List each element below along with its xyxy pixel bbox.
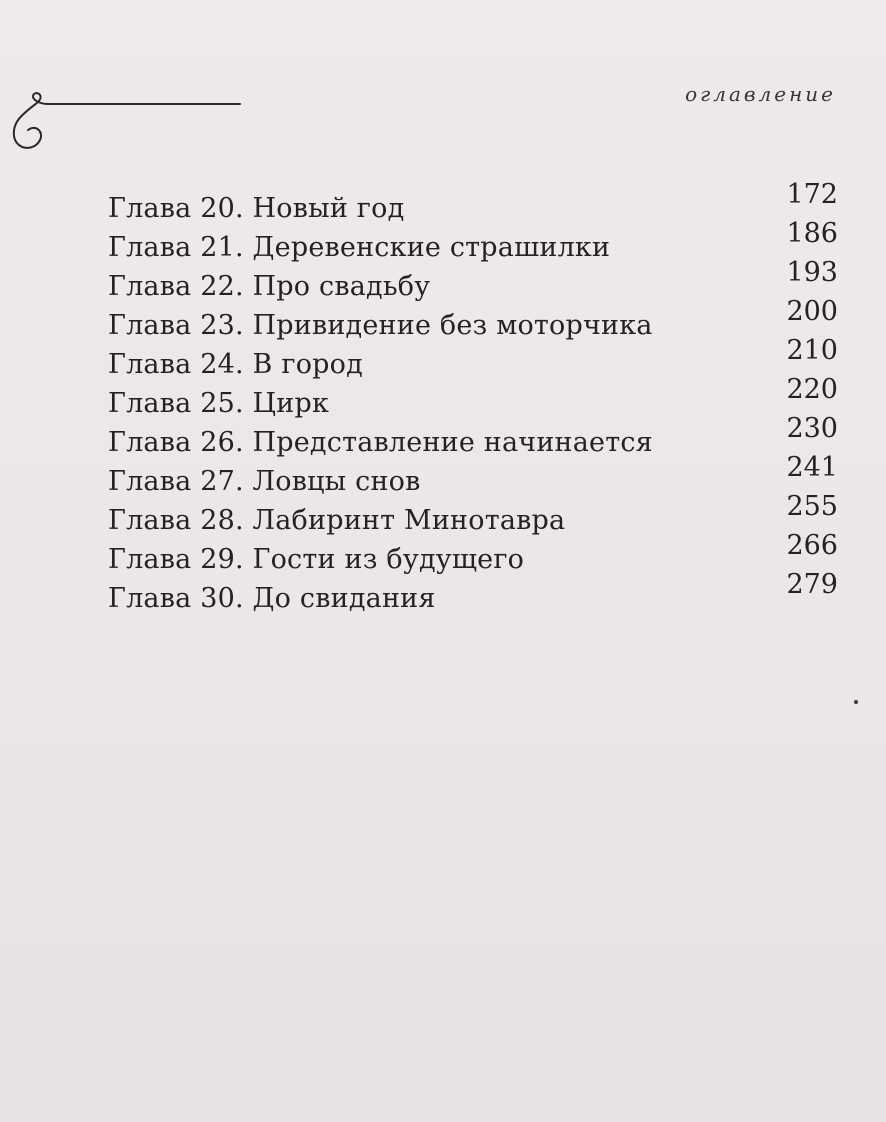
toc-entry [108,413,838,458]
toc-entry-page: 241 [786,452,838,483]
toc-entry-page: 200 [786,296,838,327]
toc-entry-title: Глава 25. Цирк [108,388,330,419]
toc-entry [108,374,838,419]
toc-entry [108,218,838,263]
decorative-flourish-icon [8,92,244,158]
toc-entry-page: 186 [786,218,838,249]
toc-entry-title: Глава 29. Гости из будущего [108,544,525,575]
toc-entry [108,491,838,536]
toc-entry-page: 220 [786,374,838,405]
toc-entry-page: 172 [786,179,838,210]
toc-entry [108,452,838,497]
toc-entry [108,335,838,380]
toc-entry-title: Глава 28. Лабиринт Минотавра [108,505,566,536]
toc-entry [108,569,838,614]
toc-entry [108,179,838,224]
toc-entry-title: Глава 30. До свидания [108,583,436,614]
toc-entry-page: 193 [786,257,838,288]
toc-entry-title: Глава 20. Новый год [108,193,405,224]
toc-entry-page: 210 [786,335,838,366]
toc-entry [108,530,838,575]
toc-entry [108,296,838,341]
table-of-contents [108,179,838,614]
running-head: оглавление [685,82,836,106]
toc-entry-title: Глава 24. В город [108,349,363,380]
toc-entry-page: 255 [786,491,838,522]
toc-entry-title: Глава 27. Ловцы снов [108,466,421,497]
toc-entry-page: 230 [786,413,838,444]
toc-entry-page: 279 [786,569,838,600]
ink-dot [854,700,858,704]
toc-entry-title: Глава 21. Деревенские страшилки [108,232,611,263]
toc-entry [108,257,838,302]
toc-entry-title: Глава 26. Представление начинается [108,427,653,458]
toc-entry-title: Глава 22. Про свадьбу [108,271,431,302]
toc-entry-title: Глава 23. Привидение без моторчика [108,310,653,341]
toc-entry-page: 266 [786,530,838,561]
